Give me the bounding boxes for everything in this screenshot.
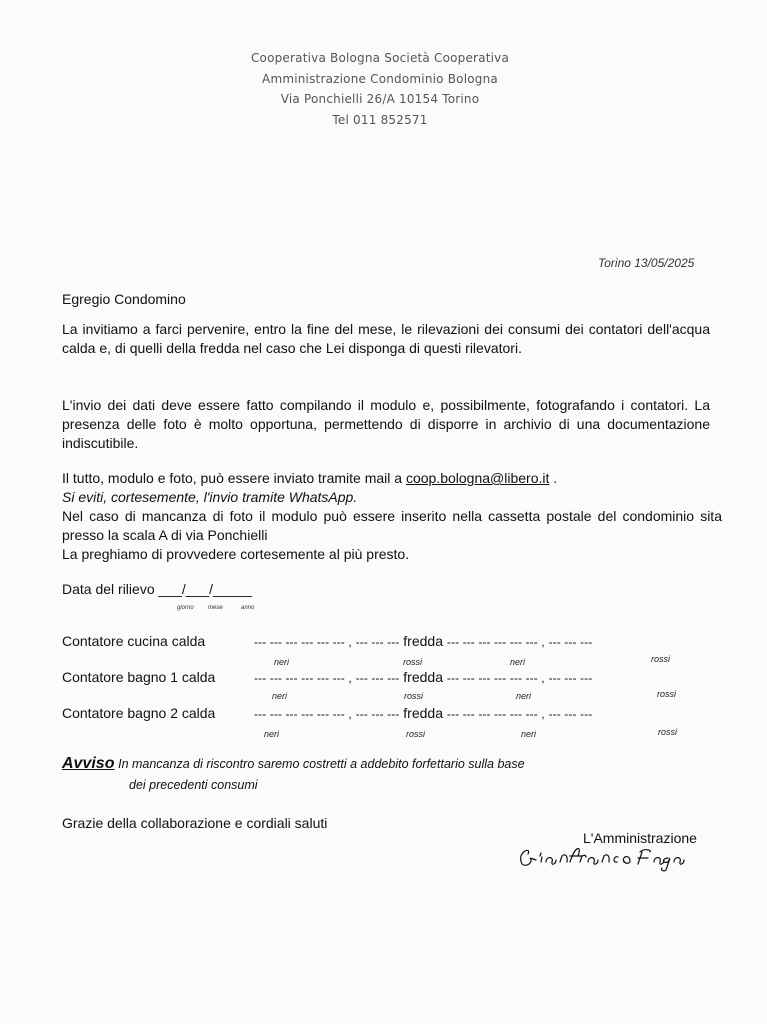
month-caption: mese	[208, 605, 223, 611]
avviso-heading: Avviso	[62, 755, 115, 772]
hot-integer-blanks[interactable]: --- --- --- --- --- --- ,	[254, 671, 352, 685]
neri-caption: neri	[516, 691, 532, 701]
fredda-label: fredda	[403, 669, 443, 685]
hot-decimal-blanks[interactable]: --- --- ---	[355, 671, 400, 685]
letterhead	[200, 48, 560, 130]
counter-label: Contatore bagno 2 calda	[62, 705, 216, 721]
neri-caption: neri	[510, 657, 526, 667]
closing-request: La preghiamo di provvedere cortesemente al più presto.	[62, 546, 410, 562]
paragraph-request: La invitiamo a farci pervenire, entro la fine del mese, le rilevazioni dei consumi dei contatori dell'acqua calda e, di quelli della fredda nel caso che Lei disponga di questi rilevatori.	[62, 321, 710, 356]
handwritten-signature	[508, 842, 688, 876]
rossi-caption: rossi	[657, 689, 677, 699]
letterhead-administration: Amministrazione Condominio Bologna	[262, 71, 498, 86]
delivery-email-text: Il tutto, modulo e foto, può essere inviato tramite mail a	[62, 470, 406, 486]
neri-caption: neri	[521, 729, 537, 739]
avviso-text: In mancanza di riscontro saremo costretti a addebito forfettario sulla base	[118, 757, 525, 771]
fredda-label: fredda	[403, 633, 443, 649]
counter-row-bagno-2	[62, 705, 592, 721]
counter-row-cucina	[62, 633, 592, 649]
hot-integer-blanks[interactable]: --- --- --- --- --- --- ,	[254, 707, 352, 721]
survey-date-field	[62, 581, 252, 597]
neri-caption: neri	[272, 691, 288, 701]
mailbox-note: Nel caso di mancanza di foto il modulo può essere inserito nella cassetta postale del condominio sita presso la scala A di via Ponchielli	[62, 508, 722, 543]
whatsapp-note: Si eviti, cortesemente, l'invio tramite WhatsApp.	[62, 489, 358, 505]
survey-date-label: Data del rilievo	[62, 581, 155, 597]
hot-decimal-blanks[interactable]: --- --- ---	[355, 635, 400, 649]
hot-integer-blanks[interactable]: --- --- --- --- --- --- ,	[254, 635, 352, 649]
fredda-label: fredda	[403, 705, 443, 721]
paragraph-delivery	[62, 469, 722, 564]
year-caption: anno	[241, 605, 255, 611]
cold-decimal-blanks[interactable]: --- --- ---	[548, 707, 593, 721]
rossi-caption: rossi	[404, 691, 424, 701]
cold-integer-blanks[interactable]: --- --- --- --- --- --- ,	[446, 671, 545, 685]
counter-label: Contatore cucina calda	[62, 633, 206, 649]
survey-date-blanks[interactable]: ___/___/_____	[158, 581, 252, 597]
signature-role: L'Amministrazione	[583, 830, 697, 846]
counter-label: Contatore bagno 1 calda	[62, 669, 216, 685]
avviso-notice	[62, 755, 525, 773]
hot-decimal-blanks[interactable]: --- --- ---	[355, 707, 400, 721]
cold-decimal-blanks[interactable]: --- --- ---	[548, 671, 593, 685]
neri-caption: neri	[264, 729, 280, 739]
letterhead-company: Cooperativa Bologna Società Cooperativa	[250, 51, 510, 65]
closing-salutation: Grazie della collaborazione e cordiali saluti	[62, 815, 328, 831]
rossi-caption: rossi	[406, 729, 426, 739]
greeting: Egregio Condomino	[62, 291, 186, 307]
cold-decimal-blanks[interactable]: --- --- ---	[548, 635, 593, 649]
delivery-email-line	[62, 469, 722, 488]
paragraph-instructions: L'invio dei dati deve essere fatto compilando il modulo e, possibilmente, fotografando i contatori. La presenza delle foto è molto opportuna, permettendo di disporre in archivio di una documentazione indiscutibile.	[62, 397, 710, 451]
letterhead-phone: Tel 011 852571	[332, 112, 428, 127]
rossi-caption: rossi	[658, 727, 678, 737]
letter-date: Torino 13/05/2025	[598, 256, 695, 270]
email-link[interactable]: coop.bologna@libero.it	[405, 470, 550, 486]
rossi-caption: rossi	[651, 654, 671, 664]
letterhead-address: Via Ponchielli 26/A 10154 Torino	[280, 92, 480, 106]
rossi-caption: rossi	[403, 657, 423, 667]
day-caption: giorno	[177, 605, 194, 611]
delivery-email-suffix: .	[549, 470, 558, 486]
counter-row-bagno-1	[62, 669, 592, 685]
cold-integer-blanks[interactable]: --- --- --- --- --- --- ,	[446, 707, 545, 721]
cold-integer-blanks[interactable]: --- --- --- --- --- --- ,	[446, 635, 545, 649]
avviso-text-continued: dei precedenti consumi	[129, 778, 258, 792]
neri-caption: neri	[274, 657, 290, 667]
